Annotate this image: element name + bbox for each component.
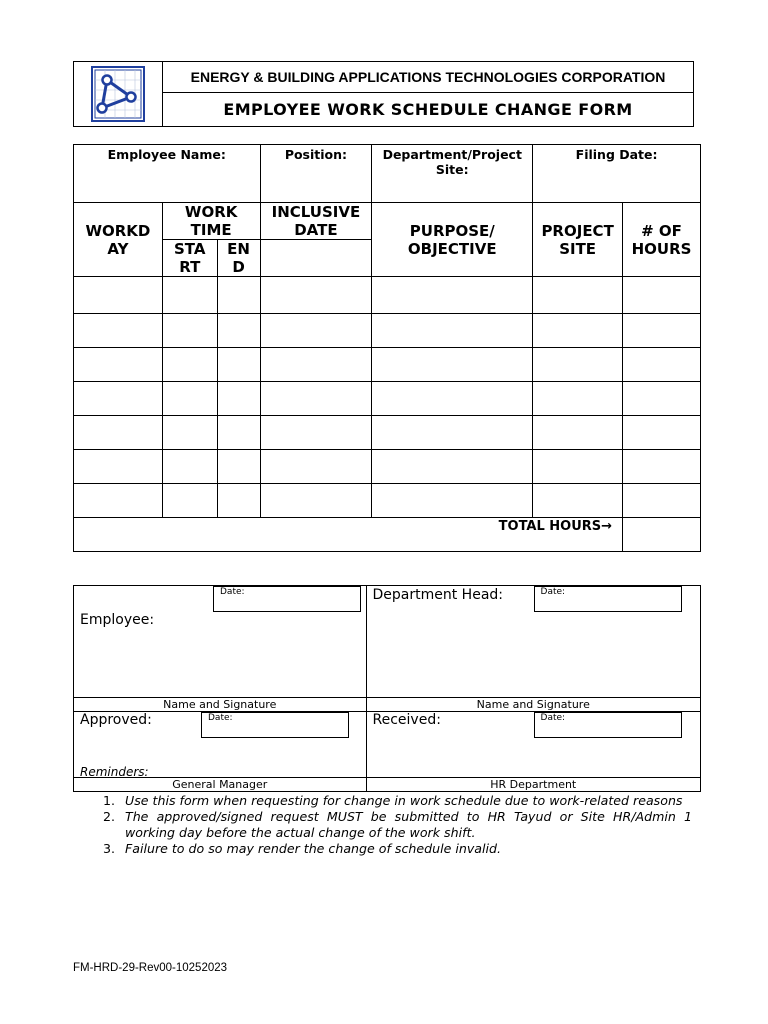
logo-cell: [74, 62, 163, 127]
project-site-cell[interactable]: [533, 484, 623, 518]
project-site-cell[interactable]: [533, 450, 623, 484]
hours-cell[interactable]: [623, 382, 701, 416]
start-cell[interactable]: [162, 277, 217, 314]
workday-cell[interactable]: [74, 450, 163, 484]
hr-department-caption: HR Department: [366, 778, 700, 792]
approved-signature-cell[interactable]: [74, 712, 367, 778]
workday-header-line1: WORKD: [85, 221, 151, 240]
hours-header-line2: HOURS: [631, 239, 692, 258]
schedule-table: [73, 144, 701, 552]
end-cell[interactable]: [217, 314, 260, 348]
total-hours-label: TOTAL HOURS→: [74, 518, 623, 552]
start-cell[interactable]: [162, 450, 217, 484]
received-date-label: Date:: [540, 713, 566, 723]
form-code-footer: FM-HRD-29-Rev00-10252023: [73, 962, 228, 974]
start-header-line1: STA: [174, 240, 206, 258]
department-head-date-label: Date:: [540, 587, 566, 597]
department-label-line1: Department/Project: [382, 147, 522, 162]
reminder-text: The approved/signed request MUST be submitted to HR Tayud or Site HR/Admin 1 working day before the actual change of the work shift.: [125, 809, 692, 840]
end-header-line1: EN: [227, 240, 250, 258]
approved-date-box[interactable]: [201, 712, 349, 738]
department-head-signature-cell[interactable]: [366, 586, 700, 698]
end-cell[interactable]: [217, 484, 260, 518]
end-cell[interactable]: [217, 382, 260, 416]
hours-cell[interactable]: [623, 314, 701, 348]
received-label: Received:: [372, 712, 441, 728]
hours-header-line1: # OF: [641, 221, 682, 240]
table-row: [74, 348, 701, 382]
received-date-box[interactable]: [534, 712, 682, 738]
inclusive-date-cell[interactable]: [260, 416, 372, 450]
table-row: [74, 314, 701, 348]
form-title: EMPLOYEE WORK SCHEDULE CHANGE FORM: [163, 93, 694, 127]
workday-cell[interactable]: [74, 277, 163, 314]
table-row: [74, 450, 701, 484]
end-header-line2: D: [232, 258, 245, 276]
table-row: [74, 484, 701, 518]
purpose-cell[interactable]: [372, 382, 533, 416]
purpose-cell[interactable]: [372, 348, 533, 382]
received-signature-cell[interactable]: [366, 712, 700, 778]
inclusive-date-cell[interactable]: [260, 314, 372, 348]
project-site-cell[interactable]: [533, 314, 623, 348]
reminders-list: [100, 793, 692, 857]
approved-label: Approved:: [80, 712, 152, 728]
reminder-item: 1. Use this form when requesting for change in work schedule due to work-related reasons: [103, 793, 683, 808]
hours-cell[interactable]: [623, 348, 701, 382]
project-site-header-line1: PROJECT: [541, 221, 614, 240]
workday-header: [74, 203, 163, 277]
inclusive-date-cell[interactable]: [260, 277, 372, 314]
position-field[interactable]: [260, 145, 372, 203]
total-hours-cell[interactable]: [623, 518, 701, 552]
end-cell[interactable]: [217, 348, 260, 382]
reminders-heading: Reminders:: [80, 765, 149, 779]
triangle-network-logo-icon: [91, 66, 145, 122]
inclusive-date-cell[interactable]: [260, 484, 372, 518]
employee-date-label: Date:: [220, 587, 245, 597]
start-header: [162, 240, 217, 277]
employee-name-signature-caption: Name and Signature: [74, 698, 367, 712]
project-site-header-line2: SITE: [559, 239, 597, 258]
purpose-header-line1: PURPOSE/: [409, 221, 495, 240]
project-site-cell[interactable]: [533, 277, 623, 314]
workday-cell[interactable]: [74, 416, 163, 450]
filing-date-label: Filing Date:: [575, 147, 658, 162]
hours-cell[interactable]: [623, 277, 701, 314]
hours-cell[interactable]: [623, 416, 701, 450]
table-row: [74, 382, 701, 416]
purpose-cell[interactable]: [372, 484, 533, 518]
inclusive-date-cell[interactable]: [260, 450, 372, 484]
purpose-cell[interactable]: [372, 450, 533, 484]
form-header: [73, 61, 694, 127]
end-cell[interactable]: [217, 450, 260, 484]
project-site-header: [533, 203, 623, 277]
start-cell[interactable]: [162, 348, 217, 382]
purpose-header: [372, 203, 533, 277]
end-cell[interactable]: [217, 277, 260, 314]
department-field[interactable]: [372, 145, 533, 203]
inclusive-date-cell[interactable]: [260, 382, 372, 416]
signature-table: [73, 585, 701, 792]
start-header-line2: RT: [179, 258, 201, 276]
purpose-cell[interactable]: [372, 277, 533, 314]
workday-cell[interactable]: [74, 484, 163, 518]
project-site-cell[interactable]: [533, 416, 623, 450]
general-manager-caption: General Manager: [74, 778, 367, 792]
project-site-cell[interactable]: [533, 348, 623, 382]
reminder-text: Use this form when requesting for change in work schedule due to work-related reasons: [125, 793, 683, 808]
workday-cell[interactable]: [74, 314, 163, 348]
project-site-cell[interactable]: [533, 382, 623, 416]
department-label-line2: Site:: [435, 162, 469, 177]
table-row: [74, 277, 701, 314]
employee-date-box[interactable]: [213, 586, 361, 612]
reminder-item: 2. The approved/signed request MUST be submitted to HR Tayud or Site HR/Admin 1 working day before the actual change of the work shift.: [103, 809, 692, 840]
hours-cell[interactable]: [623, 450, 701, 484]
inclusive-date-header-line1: INCLUSIVE: [271, 203, 361, 221]
end-header: [217, 240, 260, 277]
position-label: Position:: [284, 147, 348, 162]
work-time-header-line1: WORK: [184, 203, 238, 221]
inclusive-date-cell[interactable]: [260, 348, 372, 382]
workday-cell[interactable]: [74, 382, 163, 416]
start-cell[interactable]: [162, 314, 217, 348]
department-head-date-box[interactable]: [534, 586, 682, 612]
employee-name-label: Employee Name:: [107, 147, 226, 162]
workday-cell[interactable]: [74, 348, 163, 382]
hours-header: [623, 203, 701, 277]
workday-header-line2: AY: [107, 239, 129, 258]
purpose-cell[interactable]: [372, 416, 533, 450]
start-cell[interactable]: [162, 484, 217, 518]
reminder-text: Failure to do so may render the change of schedule invalid.: [125, 841, 502, 856]
department-head-name-signature-caption: Name and Signature: [366, 698, 700, 712]
work-time-header-line2: TIME: [190, 221, 232, 239]
approved-date-label: Date:: [208, 713, 233, 723]
department-head-label: Department Head:: [372, 587, 504, 603]
purpose-cell[interactable]: [372, 314, 533, 348]
filing-date-field[interactable]: [533, 145, 701, 203]
table-row: [74, 416, 701, 450]
work-time-header: [162, 203, 260, 240]
employee-signature-cell[interactable]: [74, 586, 367, 698]
start-cell[interactable]: [162, 382, 217, 416]
start-cell[interactable]: [162, 416, 217, 450]
inclusive-date-header: [260, 203, 372, 240]
employee-label: Employee:: [80, 612, 155, 628]
employee-name-field[interactable]: [74, 145, 261, 203]
hours-cell[interactable]: [623, 484, 701, 518]
company-name: ENERGY & BUILDING APPLICATIONS TECHNOLOGIES CORPORATION: [163, 62, 694, 93]
purpose-header-line2: OBJECTIVE: [407, 239, 497, 258]
reminder-item: 3. Failure to do so may render the change of schedule invalid.: [103, 841, 502, 856]
end-cell[interactable]: [217, 416, 260, 450]
inclusive-date-subheader: [260, 240, 372, 277]
inclusive-date-header-line2: DATE: [294, 221, 338, 239]
schedule-rows: [74, 277, 701, 518]
